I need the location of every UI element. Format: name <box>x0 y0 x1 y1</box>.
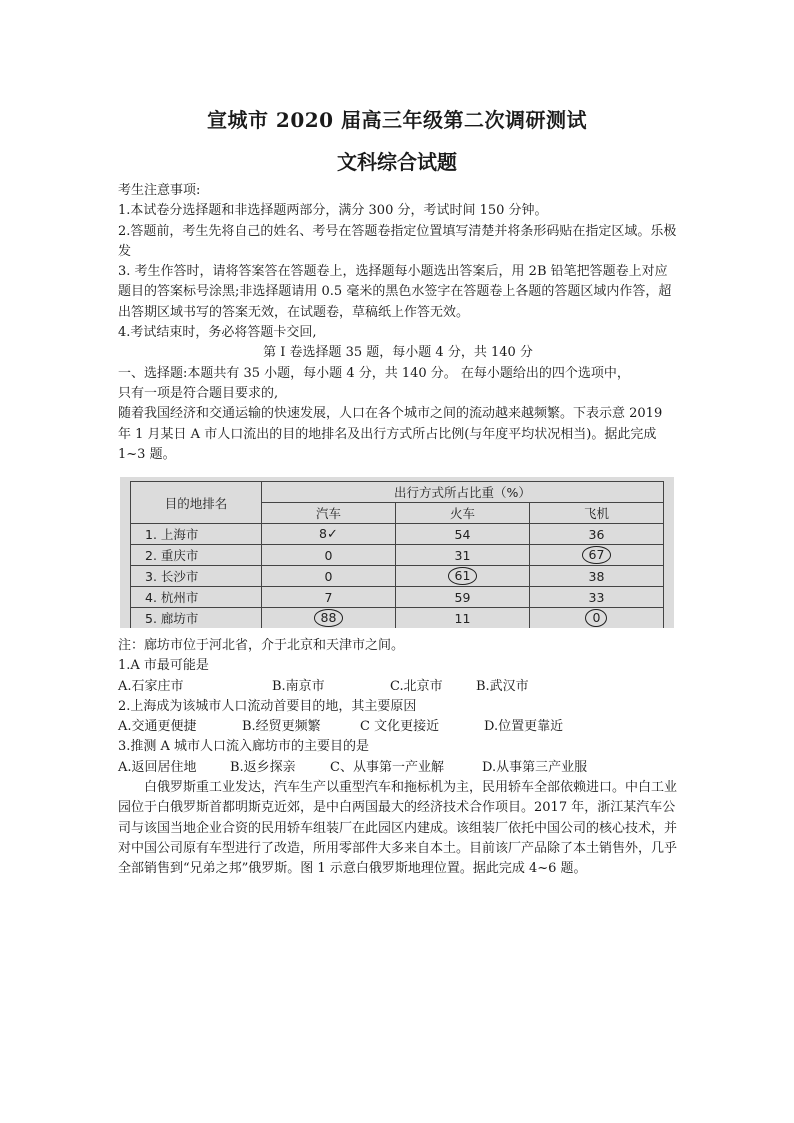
table-photo <box>120 477 674 628</box>
section-intro-line1: 一、选择题:本题共有 35 小题，每小题 4 分，共 140 分。 在每小题给出的四个选项中， <box>118 365 630 381</box>
row-destination: 2. 重庆市 <box>131 545 262 566</box>
option-c: C、从事第一产业解 <box>330 759 444 775</box>
passage-2: 白俄罗斯重工业发达，汽车生产以重型汽车和拖标机为主，民用轿车全部依赖进口。中白工业园位于白俄罗斯首都明斯克近郊，是中白两国最大的经济技术合作项目。2017 年，浙江某汽车公司与该国当地企业合资的民用轿车组装厂在此园区内建成。该组装厂依托中国公司的核心技术，并对中国公司原有车型进行了改造，所用零部件大多来自本土。目前该厂产品除了本土销售外，几乎全部销售到“兄弟之邦”俄罗斯。图 1 示意白俄罗斯地理位置。据此完成 4~6 题。 <box>118 780 678 877</box>
section-header: 第 I 卷选择题 35 题，每小题 4 分，共 140 分 <box>263 345 533 361</box>
table-header-group: 出行方式所占比重（%） <box>262 482 664 503</box>
cell-value: 8 <box>319 526 327 541</box>
notice-item-4: 4.考试结束时，务必将答题卡交回, <box>118 325 317 341</box>
option-a: A.返回居住地 <box>118 759 197 775</box>
row-car: 7 <box>262 587 396 608</box>
table-header-plane: 飞机 <box>529 503 663 524</box>
table-header-train: 火车 <box>395 503 529 524</box>
notice-item-1: 1.本试卷分选择题和非选择题两部分，满分 300 分，考试时间 150 分钟。 <box>118 203 548 219</box>
option-d: D.位置更靠近 <box>484 719 564 735</box>
row-plane <box>529 545 663 566</box>
table-note: 注：廊坊市位于河北省，介于北京和天津市之间。 <box>118 638 405 653</box>
option-c: C 文化更接近 <box>360 719 440 735</box>
option-c: C.北京市 <box>390 678 443 694</box>
row-plane: 33 <box>529 587 663 608</box>
row-destination: 3. 长沙市 <box>131 566 262 587</box>
question-stem: 3.推测 A 城市人口流入廊坊市的主要目的是 <box>118 739 370 755</box>
row-train: 54 <box>395 524 529 545</box>
circled-value: 67 <box>582 546 612 564</box>
option-b: B.返乡探亲 <box>230 759 296 775</box>
travel-mode-table <box>130 481 664 628</box>
circled-value: 88 <box>314 609 344 627</box>
row-destination: 5. 廊坊市 <box>131 608 262 629</box>
circled-value: 61 <box>448 567 478 585</box>
option-d: D.从事第三产业服 <box>482 759 588 775</box>
row-plane: 38 <box>529 566 663 587</box>
table-header-car: 汽车 <box>262 503 396 524</box>
exam-subtitle: 文科综合试题 <box>337 150 457 174</box>
row-destination: 4. 杭州市 <box>131 587 262 608</box>
option-b: B.南京市 <box>272 678 325 694</box>
option-a: A.石家庄市 <box>118 678 184 694</box>
row-car <box>262 524 396 545</box>
passage-1: 随着我国经济和交通运输的快速发展，人口在各个城市之间的流动越来越频繁。下表示意 2019 年 1 月某日 A 市人口流出的目的地排名及出行方式所占比例(与年度平均状况相当)。据此完成 1~3 题。 <box>118 406 663 462</box>
option-b: B.经贸更频繁 <box>242 719 321 735</box>
question-options <box>118 717 678 737</box>
notice-heading: 考生注意事项: <box>118 183 201 198</box>
table-row <box>131 545 664 566</box>
exam-body <box>118 181 678 465</box>
question-options <box>118 677 678 697</box>
notice-item-2: 2.答题前，考生先将自己的姓名、考号在答题卷指定位置填写清楚并将条形码贴在指定区域。乐极发 <box>118 223 677 259</box>
table-row <box>131 608 664 629</box>
circled-value: 0 <box>585 609 607 627</box>
questions-block <box>118 636 678 880</box>
row-destination: 1. 上海市 <box>131 524 262 545</box>
table-row <box>131 566 664 587</box>
row-train: 31 <box>395 545 529 566</box>
check-mark-icon: ✓ <box>327 527 338 542</box>
table-row <box>131 587 664 608</box>
row-train <box>395 566 529 587</box>
row-train: 11 <box>395 608 529 629</box>
exam-title: 宣城市 2020 届高三年级第二次调研测试 <box>206 108 588 132</box>
question-options <box>118 758 678 778</box>
row-plane: 36 <box>529 524 663 545</box>
table-header-destination: 目的地排名 <box>131 482 262 524</box>
notice-item-3: 3. 考生作答时，请将答案答在答题卷上，选择题每小题选出答案后，用 2B 铅笔把答题卷上对应题目的答案标号涂黑;非选择题请用 0.5 毫米的黑色水签字在答题卷上各题的答题区域内作答，超出答期区域书写的答案无效，在试题卷，草稿纸上作答无效。 <box>118 264 672 320</box>
row-train: 59 <box>395 587 529 608</box>
section-intro-line2: 只有一项是符合题目要求的, <box>118 385 279 401</box>
question-stem: 2.上海成为该城市人口流动首要目的地，其主要原因 <box>118 698 417 714</box>
table-row <box>131 524 664 545</box>
row-car <box>262 608 396 629</box>
row-car: 0 <box>262 566 396 587</box>
row-car: 0 <box>262 545 396 566</box>
option-a: A.交通更便捷 <box>118 719 197 735</box>
option-d: B.武汉市 <box>476 678 529 694</box>
question-stem: 1.A 市最可能是 <box>118 658 209 674</box>
row-plane <box>529 608 663 629</box>
